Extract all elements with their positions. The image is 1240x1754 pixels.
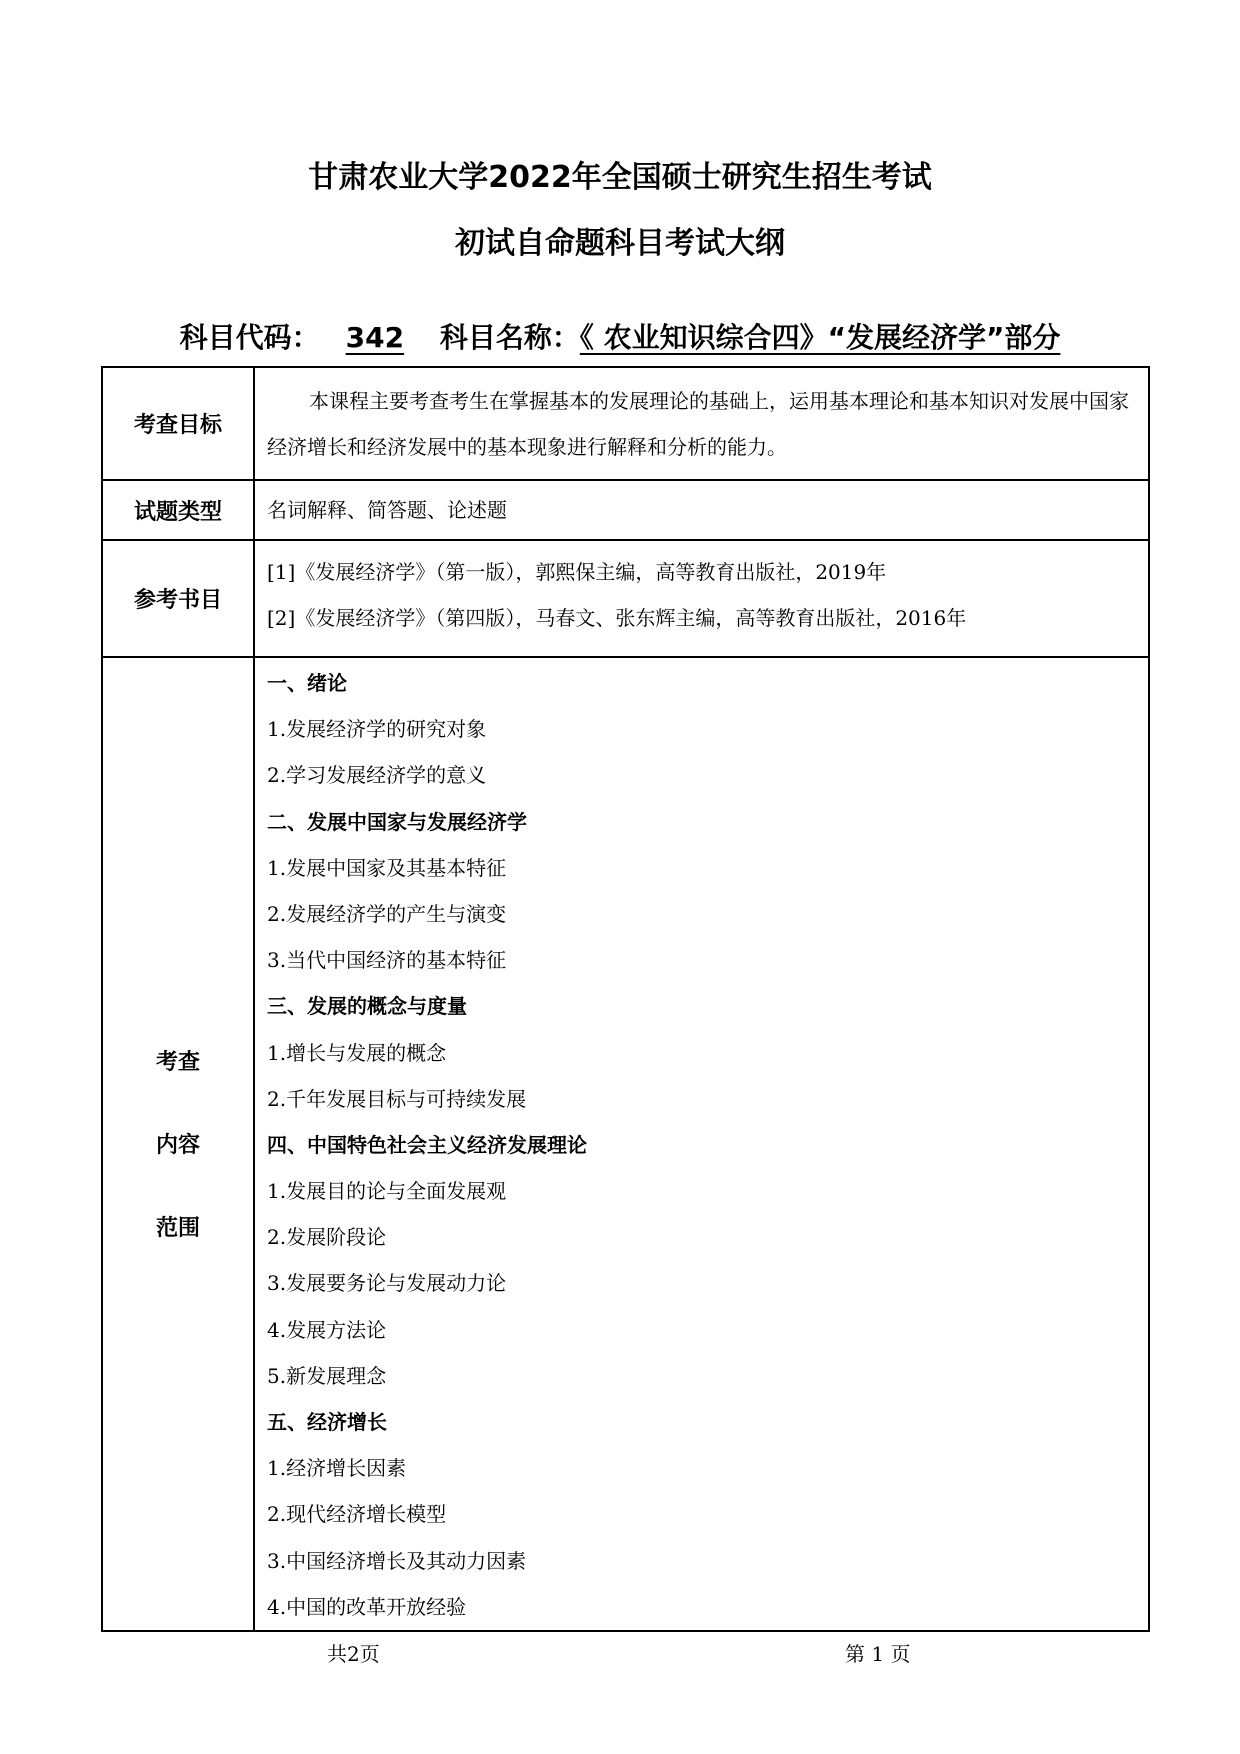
row-objective [102, 367, 1149, 480]
content-section-heading: 一、绪论 [267, 671, 347, 695]
content-label [102, 657, 254, 1631]
document-title-line2: 初试自命题科目考试大纲 [455, 226, 785, 261]
row-types [102, 480, 1149, 540]
content-item: 1.发展经济学的研究对象 [267, 717, 487, 742]
objective-text: 本课程主要考查考生在掌握基本的发展理论的基础上，运用基本理论和基本知识对发展中国家经济增长和经济发展中的基本现象进行解释和分析的能力。 [254, 367, 1149, 480]
content-section-heading: 五、经济增长 [267, 1410, 387, 1434]
content-item: 1.发展目的论与全面发展观 [267, 1179, 507, 1204]
content-item: 3.中国经济增长及其动力因素 [267, 1548, 527, 1573]
content-item: 2.发展经济学的产生与演变 [267, 901, 507, 926]
name-label: 科目名称： [439, 321, 580, 354]
content-item: 2.千年发展目标与可持续发展 [267, 1086, 527, 1111]
content-section-heading: 三、发展的概念与度量 [267, 994, 467, 1019]
content-item: 4.中国的改革开放经验 [267, 1594, 467, 1619]
book-item: [1]《发展经济学》（第一版），郭熙保主编，高等教育出版社，2019年 [267, 560, 887, 584]
types-label: 试题类型 [102, 480, 254, 540]
content-item: 1.发展中国家及其基本特征 [267, 855, 507, 880]
content-item: 2.学习发展经济学的意义 [267, 763, 487, 788]
content-item: 3.发展要务论与发展动力论 [267, 1271, 507, 1296]
syllabus-table [101, 366, 1150, 1632]
content-label-part: 考查 [155, 1050, 200, 1076]
types-text: 名词解释、简答题、论述题 [254, 480, 1149, 540]
content-item: 1.经济增长因素 [267, 1456, 407, 1481]
code-label: 科目代码： [179, 321, 320, 354]
book-item: [2]《发展经济学》（第四版），马春文、张东辉主编，高等教育出版社，2016年 [267, 606, 967, 630]
books-list [254, 540, 1149, 657]
content-section-heading: 二、发展中国家与发展经济学 [267, 809, 527, 834]
page-number: 第 1 页 [845, 1642, 911, 1666]
subject-name: 《 农业知识综合四》“发展经济学”部分 [579, 321, 1061, 354]
content-item: 2.发展阶段论 [267, 1225, 387, 1250]
subject-code: 342 [345, 321, 405, 354]
row-books [102, 540, 1149, 657]
content-label-part: 内容 [155, 1133, 200, 1159]
content-item: 1.增长与发展的概念 [267, 1040, 447, 1065]
objective-label: 考查目标 [102, 367, 254, 480]
books-label: 参考书目 [102, 540, 254, 657]
document-title-line1: 甘肃农业大学2022年全国硕士研究生招生考试 [308, 160, 932, 195]
page-total: 共2页 [327, 1642, 380, 1666]
row-content [102, 657, 1149, 1631]
content-label-part: 范围 [155, 1216, 200, 1242]
content-item: 3.当代中国经济的基本特征 [267, 948, 507, 973]
content-item: 2.现代经济增长模型 [267, 1502, 447, 1527]
content-list [254, 657, 1149, 1631]
content-item: 5.新发展理念 [267, 1363, 387, 1388]
subject-heading [0, 316, 1240, 356]
content-section-heading: 四、中国特色社会主义经济发展理论 [267, 1132, 587, 1157]
content-item: 4.发展方法论 [267, 1317, 387, 1342]
